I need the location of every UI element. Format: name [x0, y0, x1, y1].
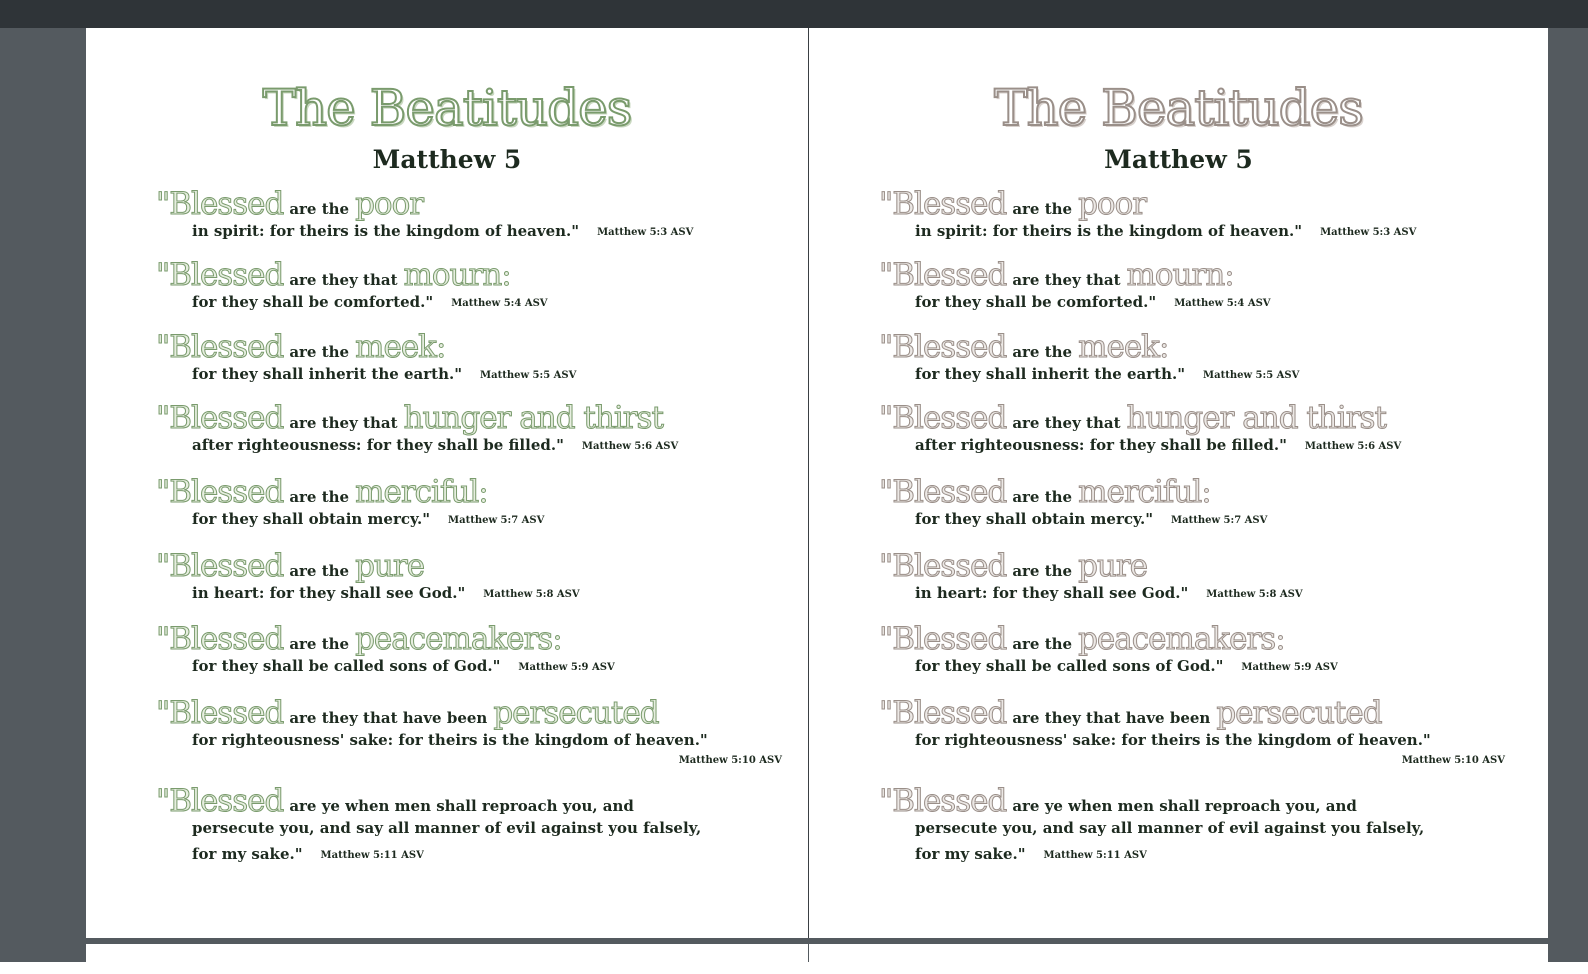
verse-connector: are the [1012, 635, 1073, 653]
verse-lead-word: "Blessed [879, 783, 1007, 819]
verse-keyword: pure [1078, 548, 1148, 584]
verse-text: for my sake." [192, 845, 303, 863]
verse-connector: are the [289, 488, 350, 506]
verse-block [156, 693, 796, 769]
verse-keyword: poor [355, 186, 424, 222]
next-page-left [86, 944, 808, 974]
verse-block [156, 472, 796, 534]
verse-reference: Matthew 5:7 ASV [1171, 515, 1268, 526]
verse-line [192, 841, 796, 869]
verse-keyword: peacemakers: [1078, 621, 1285, 657]
verse-reference: Matthew 5:7 ASV [448, 515, 545, 526]
verse-line [915, 432, 1519, 460]
verse-text: in spirit: for theirs is the kingdom of heaven." [192, 222, 580, 240]
verse-line [915, 580, 1519, 608]
verse-line [192, 432, 796, 460]
verse-block [156, 619, 796, 681]
verse-keyword: mourn: [403, 257, 511, 293]
verse-lead-word: "Blessed [156, 474, 284, 510]
verse-connector: are they that [1012, 414, 1121, 432]
verse-reference: Matthew 5:3 ASV [1320, 227, 1417, 238]
verse-connector: are the [1012, 562, 1073, 580]
verse-line [192, 727, 796, 753]
verse-connector: are the [289, 635, 350, 653]
verse-reference: Matthew 5:9 ASV [518, 662, 615, 673]
verse-line [192, 580, 796, 608]
verse-text: for they shall inherit the earth." [915, 365, 1186, 383]
verse-reference: Matthew 5:6 ASV [581, 441, 679, 452]
verse-lead-word: "Blessed [879, 329, 1007, 365]
verse-body [192, 653, 796, 681]
verse-connector: are the [289, 343, 350, 361]
verse-lead-word: "Blessed [879, 400, 1007, 436]
page-title: The Beatitudes [994, 79, 1363, 137]
verse-keyword: poor [1078, 186, 1147, 222]
verse-line [192, 653, 796, 681]
verse-lead-word: "Blessed [879, 186, 1007, 222]
verse-keyword: merciful: [355, 474, 488, 510]
verse-block [879, 546, 1519, 608]
verse-connector: are the [1012, 343, 1073, 361]
verse-reference: Matthew 5:10 ASV [678, 755, 782, 766]
verse-reference: Matthew 5:6 ASV [1304, 441, 1402, 452]
verse-body [192, 432, 796, 460]
verse-lead-word: "Blessed [879, 695, 1007, 731]
verse-reference: Matthew 5:9 ASV [1241, 662, 1338, 673]
verse-keyword: hunger and thirst [403, 400, 663, 436]
verse-reference: Matthew 5:4 ASV [451, 298, 548, 309]
verse-reference: Matthew 5:5 ASV [1203, 370, 1300, 381]
verse-keyword: persecuted [493, 695, 659, 731]
verse-lead-word: "Blessed [156, 329, 284, 365]
verse-keyword: pure [355, 548, 425, 584]
verse-text: after righteousness: for they shall be filled." [915, 436, 1287, 454]
verse-reference: Matthew 5:11 ASV [1043, 850, 1147, 861]
verse-block [879, 781, 1519, 869]
verse-text: for they shall be called sons of God." [192, 657, 501, 675]
verse-connector: are they that [1012, 271, 1121, 289]
verse-body [192, 289, 796, 317]
verse-connector: are they that [289, 414, 398, 432]
verse-line [915, 289, 1519, 317]
verse-block [879, 693, 1519, 769]
verse-line [915, 361, 1519, 389]
page-subtitle: Matthew 5 [372, 145, 522, 174]
verse-block [156, 255, 796, 317]
verse-keyword: mourn: [1126, 257, 1234, 293]
page-title: The Beatitudes [262, 79, 632, 137]
verse-line [192, 289, 796, 317]
verse-block [156, 781, 796, 869]
verse-connector: are the [289, 200, 350, 218]
verse-reference: Matthew 5:4 ASV [1174, 298, 1271, 309]
verse-reference: Matthew 5:3 ASV [597, 227, 694, 238]
verse-text: for they shall inherit the earth." [192, 365, 463, 383]
verse-lead-word: "Blessed [879, 474, 1007, 510]
verse-body [192, 580, 796, 608]
verse-text: persecute you, and say all manner of evil against you falsely, [915, 819, 1425, 837]
verse-keyword: meek: [355, 329, 446, 365]
verse-text: for my sake." [915, 845, 1026, 863]
verse-keyword: merciful: [1078, 474, 1211, 510]
verse-lead-word: "Blessed [156, 695, 284, 731]
verse-reference: Matthew 5:5 ASV [480, 370, 577, 381]
verse-text: for they shall obtain mercy." [915, 510, 1154, 528]
verse-body [915, 727, 1519, 769]
verse-keyword: hunger and thirst [1126, 400, 1386, 436]
verse-text: for they shall be comforted." [192, 293, 434, 311]
verse-block [156, 398, 796, 460]
verse-body [915, 506, 1519, 534]
verse-body [915, 653, 1519, 681]
verse-text: for they shall obtain mercy." [192, 510, 431, 528]
verse-line [915, 653, 1519, 681]
next-page-right [809, 944, 1548, 974]
page-subtitle: Matthew 5 [1104, 145, 1253, 174]
verse-block [156, 546, 796, 608]
verse-connector: are they that have been [1012, 709, 1211, 727]
verse-line [915, 727, 1519, 753]
verse-connector: are ye when men shall reproach you, and [289, 797, 634, 815]
verse-reference: Matthew 5:10 ASV [1401, 755, 1505, 766]
verse-lead-word: "Blessed [156, 400, 284, 436]
verse-keyword: persecuted [1216, 695, 1382, 731]
verse-lead-word: "Blessed [156, 783, 284, 819]
verse-text: after righteousness: for they shall be filled." [192, 436, 564, 454]
verse-block [879, 184, 1519, 246]
verse-body [915, 580, 1519, 608]
verse-reference: Matthew 5:8 ASV [1206, 589, 1303, 600]
verse-reference: Matthew 5:8 ASV [483, 589, 580, 600]
verse-lead-word: "Blessed [156, 186, 284, 222]
verse-lead-word: "Blessed [879, 257, 1007, 293]
verse-connector: are they that have been [289, 709, 488, 727]
verse-text: for they shall be comforted." [915, 293, 1157, 311]
verse-line [915, 218, 1519, 246]
verse-block [879, 398, 1519, 460]
verse-text: in heart: for they shall see God." [192, 584, 466, 602]
verse-block [879, 255, 1519, 317]
verse-block [879, 327, 1519, 389]
verse-connector: are they that [289, 271, 398, 289]
verse-body [915, 361, 1519, 389]
verse-lead-word: "Blessed [156, 548, 284, 584]
verse-text: in heart: for they shall see God." [915, 584, 1189, 602]
verse-line [192, 815, 796, 841]
verse-body [915, 289, 1519, 317]
verse-connector: are the [1012, 200, 1073, 218]
verse-lead-word: "Blessed [156, 621, 284, 657]
verse-text: for righteousness' sake: for theirs is the kingdom of heaven." [915, 731, 1431, 749]
verse-block [156, 184, 796, 246]
verse-body [192, 815, 796, 869]
verse-line [915, 506, 1519, 534]
verse-body [915, 815, 1519, 869]
verse-text: persecute you, and say all manner of evil against you falsely, [192, 819, 702, 837]
verse-line [915, 815, 1519, 841]
verse-keyword: peacemakers: [355, 621, 562, 657]
verse-line [192, 506, 796, 534]
verse-block [879, 472, 1519, 534]
verse-reference: Matthew 5:11 ASV [320, 850, 424, 861]
verse-body [915, 432, 1519, 460]
verse-line [192, 361, 796, 389]
viewer-top-bar [0, 0, 1588, 28]
verse-connector: are the [289, 562, 350, 580]
verse-body [192, 727, 796, 769]
verse-lead-word: "Blessed [156, 257, 284, 293]
verse-connector: are ye when men shall reproach you, and [1012, 797, 1357, 815]
verse-text: in spirit: for theirs is the kingdom of heaven." [915, 222, 1303, 240]
verse-line [915, 841, 1519, 869]
page-green [86, 28, 808, 938]
verse-keyword: meek: [1078, 329, 1169, 365]
verse-lead-word: "Blessed [879, 621, 1007, 657]
verse-line [192, 218, 796, 246]
verse-body [192, 361, 796, 389]
verse-body [192, 506, 796, 534]
verse-block [879, 619, 1519, 681]
verse-block [156, 327, 796, 389]
verse-connector: are the [1012, 488, 1073, 506]
page-gray [809, 28, 1548, 938]
verse-body [192, 218, 796, 246]
verse-text: for righteousness' sake: for theirs is the kingdom of heaven." [192, 731, 708, 749]
verse-text: for they shall be called sons of God." [915, 657, 1224, 675]
verse-body [915, 218, 1519, 246]
verse-lead-word: "Blessed [879, 548, 1007, 584]
